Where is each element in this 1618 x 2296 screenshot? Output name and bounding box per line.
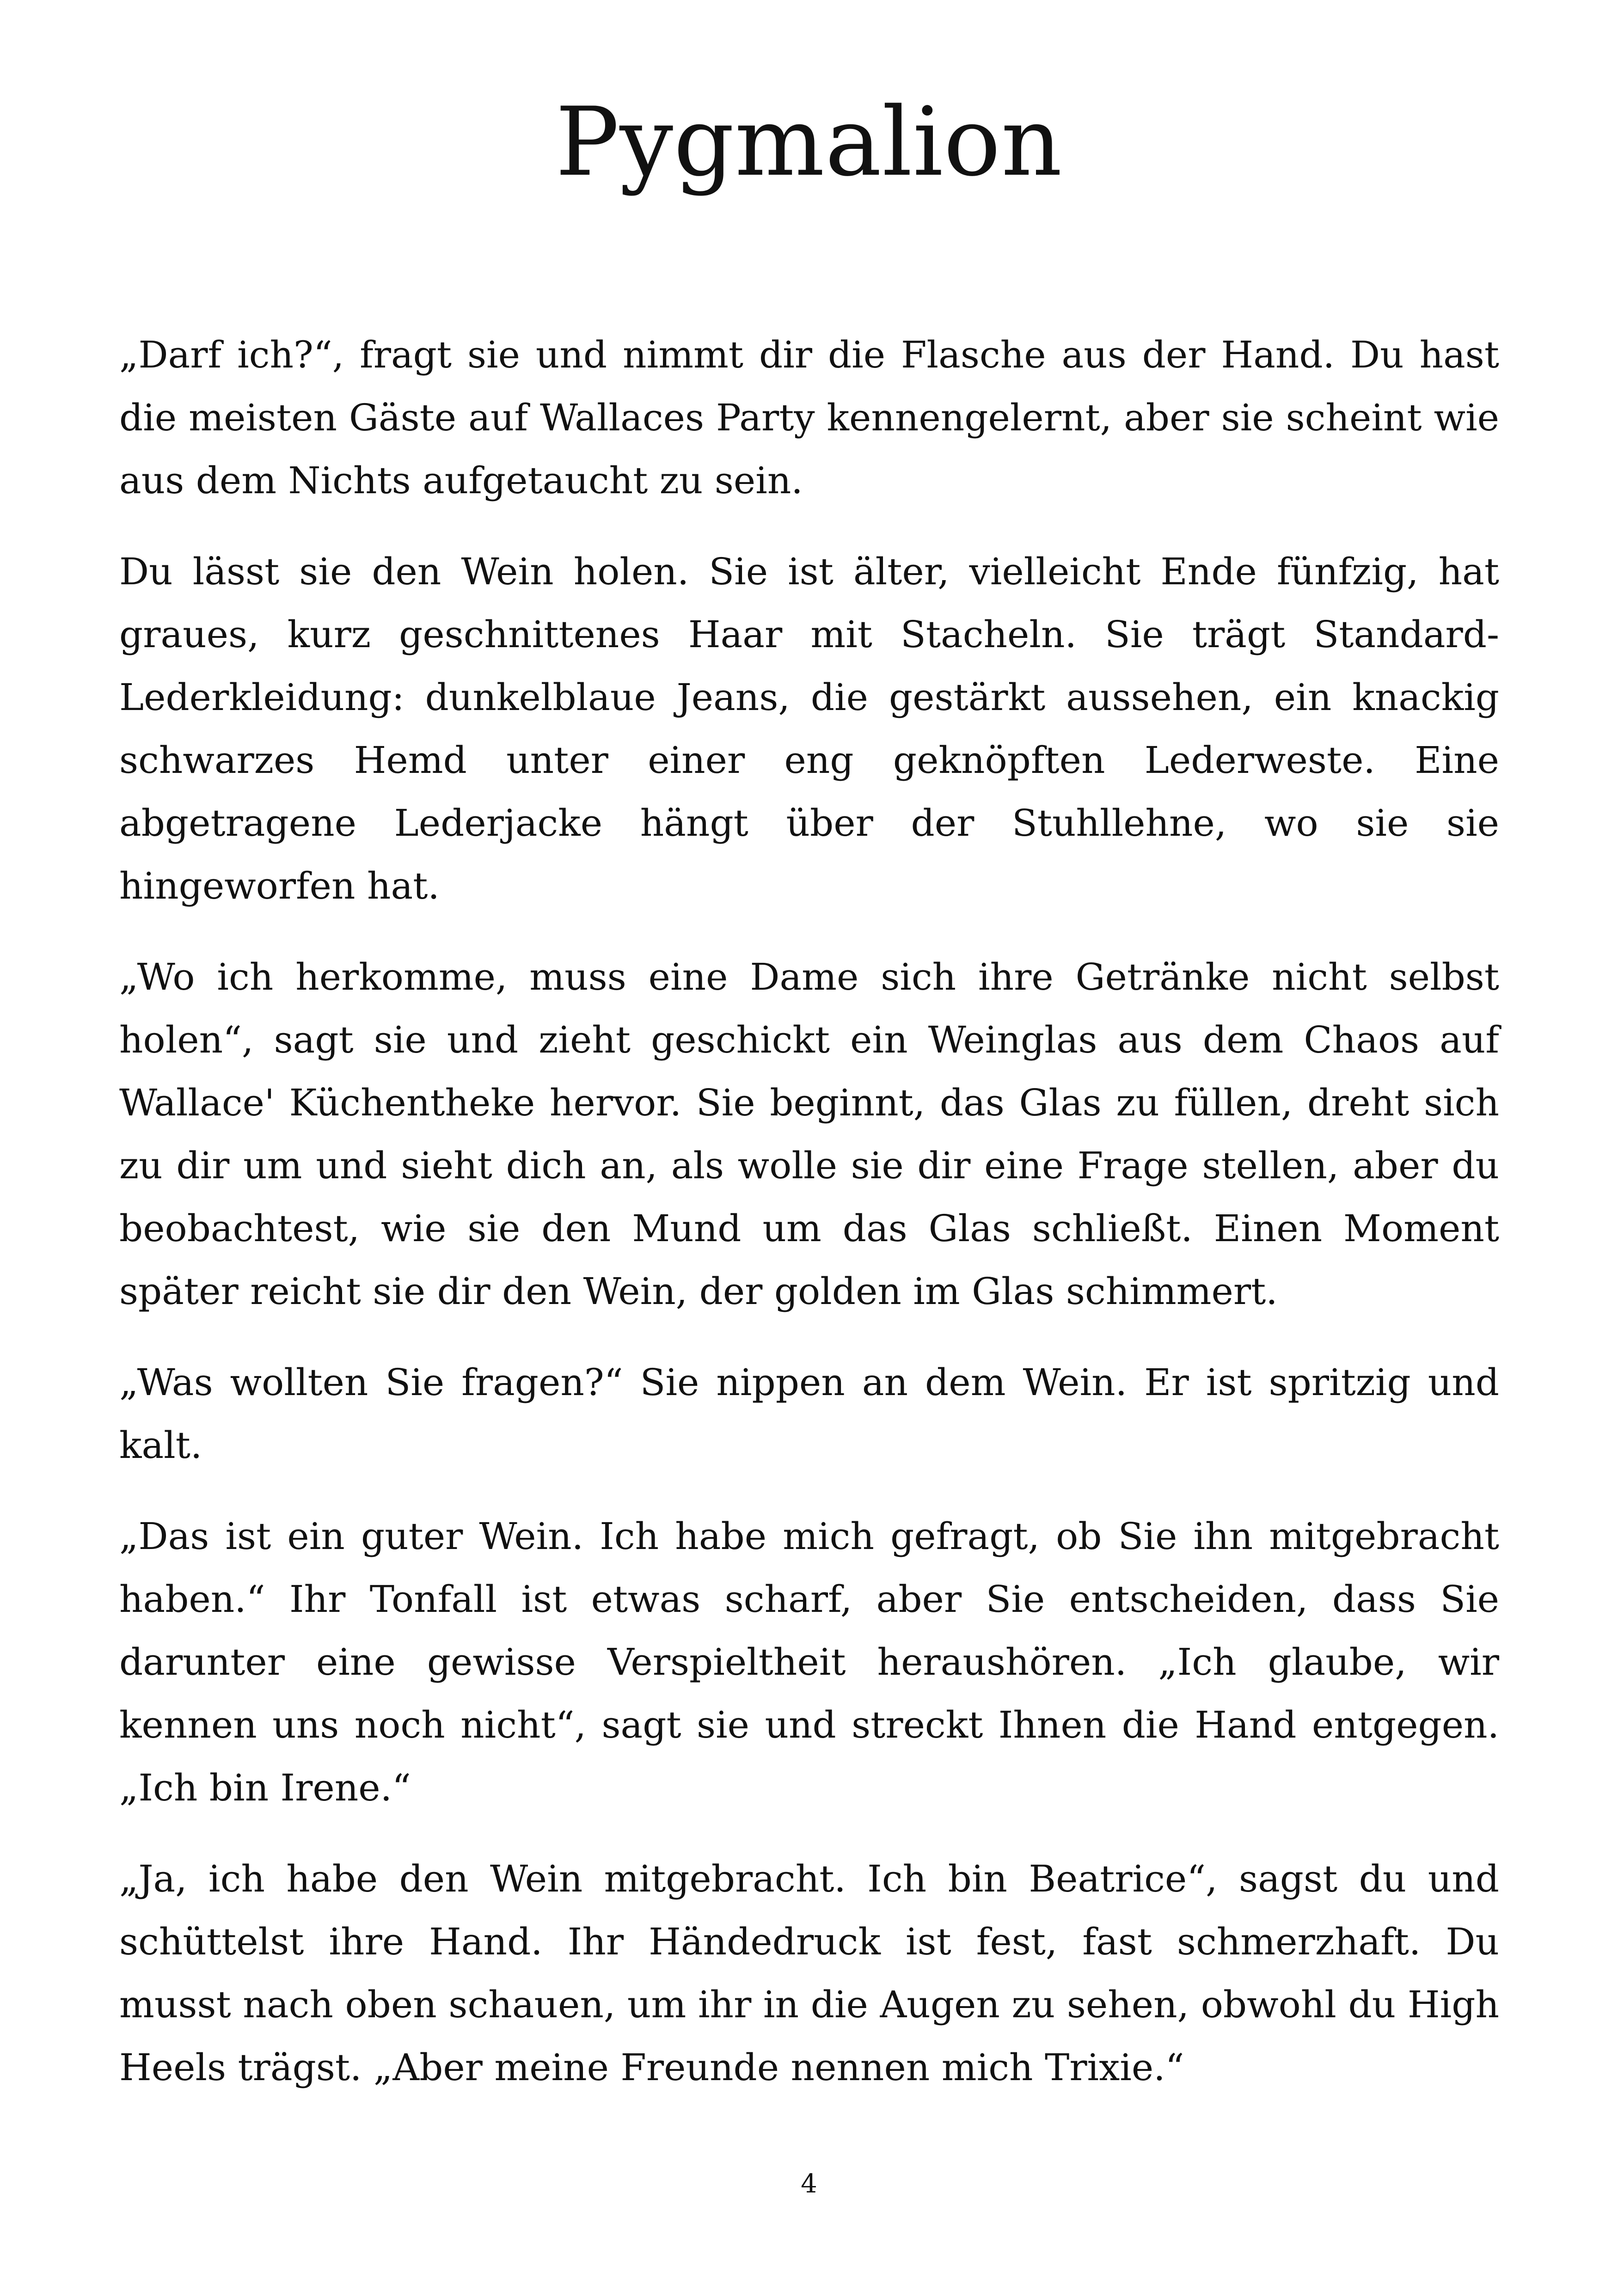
paragraph: „Was wollten Sie fragen?“ Sie nippen an dem Wein. Er ist spritzig und kalt. [119, 1361, 1499, 1467]
paragraph: „Ja, ich habe den Wein mitgebracht. Ich bin Beatrice“, sagst du und schüttelst ihre Hand. Ihr Händedruck ist fest, fast schmerzhaft. Du musst nach oben schauen, um ihr in die Augen zu sehen, obwohl du High Heels trägst. „Aber meine Freunde nennen mich Trixie.“ [119, 1857, 1499, 2089]
page-title: Pygmalion [555, 87, 1063, 197]
paragraph: „Wo ich herkomme, muss eine Dame sich ihre Getränke nicht selbst holen“, sagt sie und zieht geschickt ein Weinglas aus dem Chaos auf Wallace' Küchentheke hervor. Sie beginnt, das Glas zu füllen, dreht sich zu dir um und sieht dich an, als wolle sie dir eine Frage stellen, aber du beobachtest, wie sie den Mund um das Glas schließt. Einen Moment später reicht sie dir den Wein, der golden im Glas schimmert. [119, 955, 1499, 1313]
page-number: 4 [801, 2169, 817, 2199]
paragraph: „Darf ich?“, fragt sie und nimmt dir die Flasche aus der Hand. Du hast die meisten Gäste auf Wallaces Party kennengelernt, aber sie scheint wie aus dem Nichts aufgetaucht zu sein. [119, 333, 1499, 502]
paragraph: Du lässt sie den Wein holen. Sie ist älter, vielleicht Ende fünfzig, hat graues, kurz geschnittenes Haar mit Stacheln. Sie trägt Standard-Lederkleidung: dunkelblaue Jeans, die gestärkt aussehen, ein knackig schwarzes Hemd unter einer eng geknöpften Lederweste. Eine abgetragene Lederjacke hängt über der Stuhllehne, wo sie sie hingeworfen hat. [119, 550, 1499, 907]
paragraph: „Das ist ein guter Wein. Ich habe mich gefragt, ob Sie ihn mitgebracht haben.“ Ihr Tonfall ist etwas scharf, aber Sie entscheiden, dass Sie darunter eine gewisse Verspieltheit heraushören. „Ich glaube, wir kennen uns noch nicht“, sagt sie und streckt Ihnen die Hand entgegen. „Ich bin Irene.“ [119, 1515, 1499, 1809]
body-text [119, 324, 1499, 2127]
